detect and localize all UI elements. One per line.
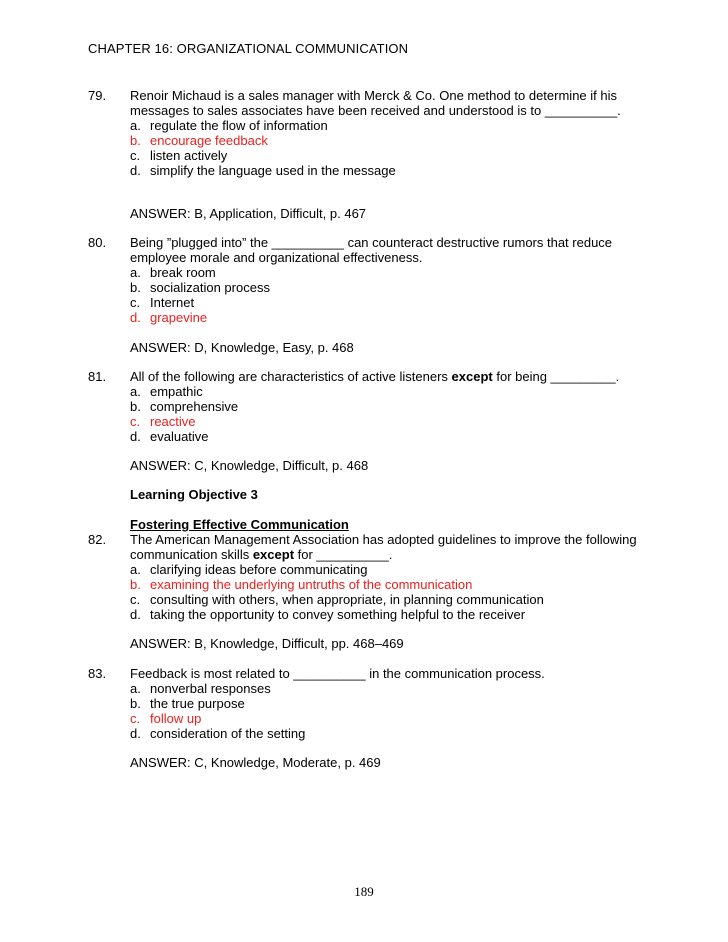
topic-heading: Fostering Effective Communication — [130, 517, 349, 532]
answer-81 — [88, 458, 668, 473]
answer-80 — [88, 340, 668, 355]
option-a: a. empathic — [130, 384, 203, 399]
option-c-correct: c. follow up — [130, 711, 202, 726]
option-a: a. clarifying ideas before communicating — [130, 562, 368, 577]
answer-83 — [88, 755, 668, 770]
question-80 — [88, 235, 668, 325]
option-a: a. regulate the flow of information — [130, 118, 328, 133]
answer-82 — [88, 636, 668, 651]
emphasis-except: except — [252, 547, 295, 562]
option-b-correct: b. encourage feedback — [130, 133, 268, 148]
question-stem: Being ”plugged into” the __________ can counteract destructive rumors that reduce employee morale and organizational effectiveness. — [130, 235, 613, 265]
option-d-correct: d. grapevine — [130, 310, 208, 325]
answer-line: ANSWER: D, Knowledge, Easy, p. 468 — [130, 340, 354, 355]
option-c: c. listen actively — [130, 148, 228, 163]
page-number: 189 — [354, 884, 374, 899]
answer-line: ANSWER: B, Application, Difficult, p. 467 — [130, 206, 367, 221]
option-d: d. simplify the language used in the message — [130, 163, 396, 178]
question-79 — [88, 88, 668, 178]
option-a: a. break room — [130, 265, 216, 280]
option-c-correct: c. reactive — [130, 414, 196, 429]
question-82 — [88, 532, 678, 622]
question-stem: Renoir Michaud is a sales manager with Merck & Co. One method to determine if his messages to sales associates have been received and understood is to __________. — [130, 88, 621, 118]
option-b: b. the true purpose — [130, 696, 245, 711]
question-81 — [88, 369, 668, 444]
chapter-header: CHAPTER 16: ORGANIZATIONAL COMMUNICATION — [88, 41, 409, 56]
question-83 — [88, 666, 668, 741]
question-number: 82. — [88, 532, 107, 547]
answer-line: ANSWER: B, Knowledge, Difficult, pp. 468–469 — [130, 636, 404, 651]
question-number: 81. — [88, 369, 107, 384]
option-b-correct: b. examining the underlying untruths of the communication — [130, 577, 473, 592]
option-b: b. comprehensive — [130, 399, 239, 414]
option-d: d. taking the opportunity to convey something helpful to the receiver — [130, 607, 526, 622]
answer-79 — [88, 206, 668, 221]
answer-line: ANSWER: C, Knowledge, Difficult, p. 468 — [130, 458, 369, 473]
option-a: a. nonverbal responses — [130, 681, 271, 696]
option-d: d. evaluative — [130, 429, 209, 444]
question-number: 79. — [88, 88, 107, 103]
question-number: 83. — [88, 666, 107, 681]
option-c: c. consulting with others, when appropriate, in planning communication — [130, 592, 544, 607]
question-stem: Feedback is most related to __________ in the communication process. — [130, 666, 545, 681]
question-stem: The American Management Association has adopted guidelines to improve the following communication skills except for __________. — [130, 532, 637, 562]
option-d: d. consideration of the setting — [130, 726, 306, 741]
question-number: 80. — [88, 235, 107, 250]
answer-line: ANSWER: C, Knowledge, Moderate, p. 469 — [130, 755, 381, 770]
emphasis-except: except — [451, 369, 493, 384]
option-b: b. socialization process — [130, 280, 270, 295]
option-c: c. Internet — [130, 295, 195, 310]
learning-objective-heading: Learning Objective 3 — [130, 487, 258, 502]
question-stem: All of the following are characteristics of active listeners except for being _________. — [130, 369, 620, 384]
